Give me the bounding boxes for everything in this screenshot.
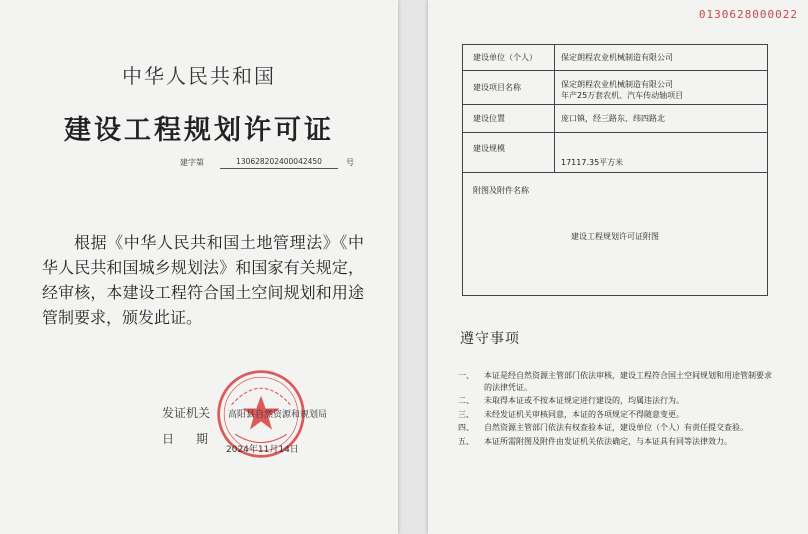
location-label: 建设位置 — [463, 105, 555, 132]
location-value: 庞口镇，经三路东、纬四路北 — [561, 114, 665, 123]
notice-text: 本证是经自然资源主管部门依法审核，建设工程符合国土空间规划和用途管制要求的法律凭证。 — [484, 371, 772, 392]
project-value-line2: 年产25万套农机、汽车传动轴项目 — [561, 91, 684, 100]
unit-value: 保定朗程农业机械制造有限公司 — [561, 53, 673, 62]
notice-number: 一、 — [458, 371, 474, 380]
permit-prefix: 建字第 — [180, 158, 204, 167]
list-item — [458, 409, 776, 421]
list-item — [458, 370, 776, 393]
notice-number: 二、 — [458, 396, 474, 405]
table-row — [463, 71, 767, 105]
scale-label: 建设规模 — [463, 133, 555, 172]
notice-text: 本证所需附图及附件由发证机关依法确定，与本证具有同等法律效力。 — [484, 436, 732, 446]
issuer-name: 高阳县自然资源和规划局 — [228, 410, 328, 420]
notice-number: 三、 — [458, 409, 474, 419]
list-item — [458, 422, 776, 434]
attachments-label: 附图及附件名称 — [473, 186, 529, 195]
permit-number: 130628202400042450 — [220, 156, 338, 169]
project-value-line1: 保定朗程农业机械制造有限公司 — [561, 80, 673, 89]
issuer-label: 发证机关 — [162, 406, 211, 420]
notice-text: 未经发证机关审核同意，本证的各项规定不得随意变更。 — [484, 409, 684, 419]
notice-list — [458, 370, 776, 449]
permit-details-page — [428, 0, 808, 534]
table-row — [463, 45, 767, 71]
issue-date: 2024年11月14日 — [226, 445, 299, 455]
country-name: 中华人民共和国 — [122, 64, 276, 88]
permit-number-line — [180, 156, 370, 170]
notice-text: 未取得本证或不按本证规定进行建设的，均属违法行为。 — [484, 396, 684, 405]
notice-title: 遵守事项 — [460, 331, 520, 347]
notice-number: 四、 — [458, 423, 474, 432]
unit-label: 建设单位（个人） — [463, 45, 555, 70]
serial-number: 0130628000022 — [698, 8, 798, 21]
certificate-title: 建设工程规划许可证 — [64, 115, 334, 146]
notice-number: 五、 — [458, 436, 474, 446]
permit-certificate-page — [0, 0, 398, 534]
notice-text: 自然资源主管部门依法有权查验本证，建设单位（个人）有责任提交查验。 — [484, 423, 748, 432]
certificate-body-text: 根据《中华人民共和国土地管理法》《中华人民共和国城乡规划法》和国家有关规定，经审核，本建设工程符合国土空间规划和用途管制要求，颁发此证。 — [42, 233, 364, 327]
permit-suffix: 号 — [346, 158, 354, 167]
attachments-value: 建设工程规划许可证附图 — [571, 232, 659, 241]
list-item — [458, 395, 776, 407]
scale-value: 17117.35平方米 — [561, 158, 624, 167]
table-row — [463, 105, 767, 133]
table-row — [463, 133, 767, 173]
project-label: 建设项目名称 — [463, 71, 555, 104]
project-info-table — [462, 44, 768, 296]
date-label: 日期 — [162, 432, 231, 446]
list-item — [458, 436, 776, 448]
